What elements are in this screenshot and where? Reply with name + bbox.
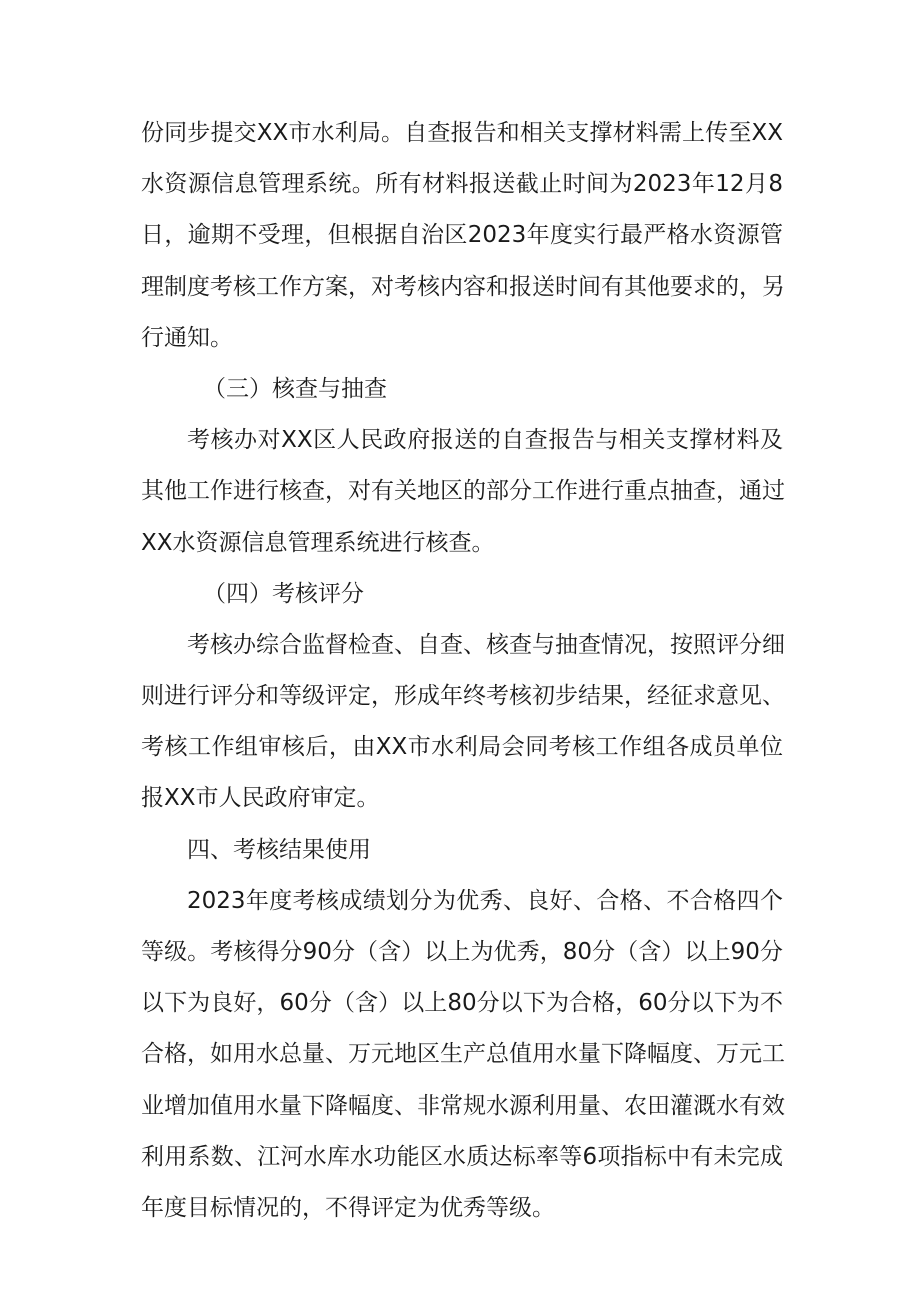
text-line: 年度目标情况的，不得评定为优秀等级。 <box>141 1194 555 1221</box>
section-heading: 四、考核结果使用 <box>187 836 371 863</box>
text-line: 份同步提交XX市水利局。自查报告和相关支撑材料需上传至XX <box>141 120 783 146</box>
text-line: 水资源信息管理系统。所有材料报送截止时间为2023年12月8 <box>141 171 783 198</box>
text-line: 合格，如用水总量、万元地区生产总值用水量下降幅度、万元工 <box>141 1041 785 1068</box>
text-line: 行通知。 <box>141 324 233 351</box>
text-line: 等级。考核得分90分（含）以上为优秀，80分（含）以上90分 <box>141 939 783 965</box>
text-line: 则进行评分和等级评定，形成年终考核初步结果，经征求意见、 <box>141 683 785 710</box>
text-line: 2023年度考核成绩划分为优秀、良好、合格、不合格四个 <box>187 887 783 914</box>
document-page <box>141 108 783 1234</box>
text-line: XX水资源信息管理系统进行核查。 <box>141 529 495 556</box>
text-line: 以下为良好，60分（含）以上80分以下为合格，60分以下为不 <box>141 990 783 1017</box>
section-heading: （四）考核评分 <box>203 580 364 607</box>
text-line: 考核工作组审核后，由XX市水利局会同考核工作组各成员单位 <box>141 734 783 761</box>
text-line: 其他工作进行核查，对有关地区的部分工作进行重点抽查，通过 <box>141 478 785 505</box>
text-line: 理制度考核工作方案，对考核内容和报送时间有其他要求的，另 <box>141 273 785 300</box>
section-heading: （三）核查与抽查 <box>203 375 387 402</box>
text-line: 报XX市人民政府审定。 <box>141 785 380 812</box>
text-line: 利用系数、江河水库水功能区水质达标率等6项指标中有未完成 <box>141 1143 783 1170</box>
text-line: 考核办综合监督检查、自查、核查与抽查情况，按照评分细 <box>187 631 785 658</box>
text-line: 日，逾期不受理，但根据自治区2023年度实行最严格水资源管 <box>141 222 783 249</box>
text-line: 考核办对XX区人民政府报送的自查报告与相关支撑材料及 <box>187 427 783 454</box>
text-line: 业增加值用水量下降幅度、非常规水源利用量、农田灌溉水有效 <box>141 1092 785 1119</box>
